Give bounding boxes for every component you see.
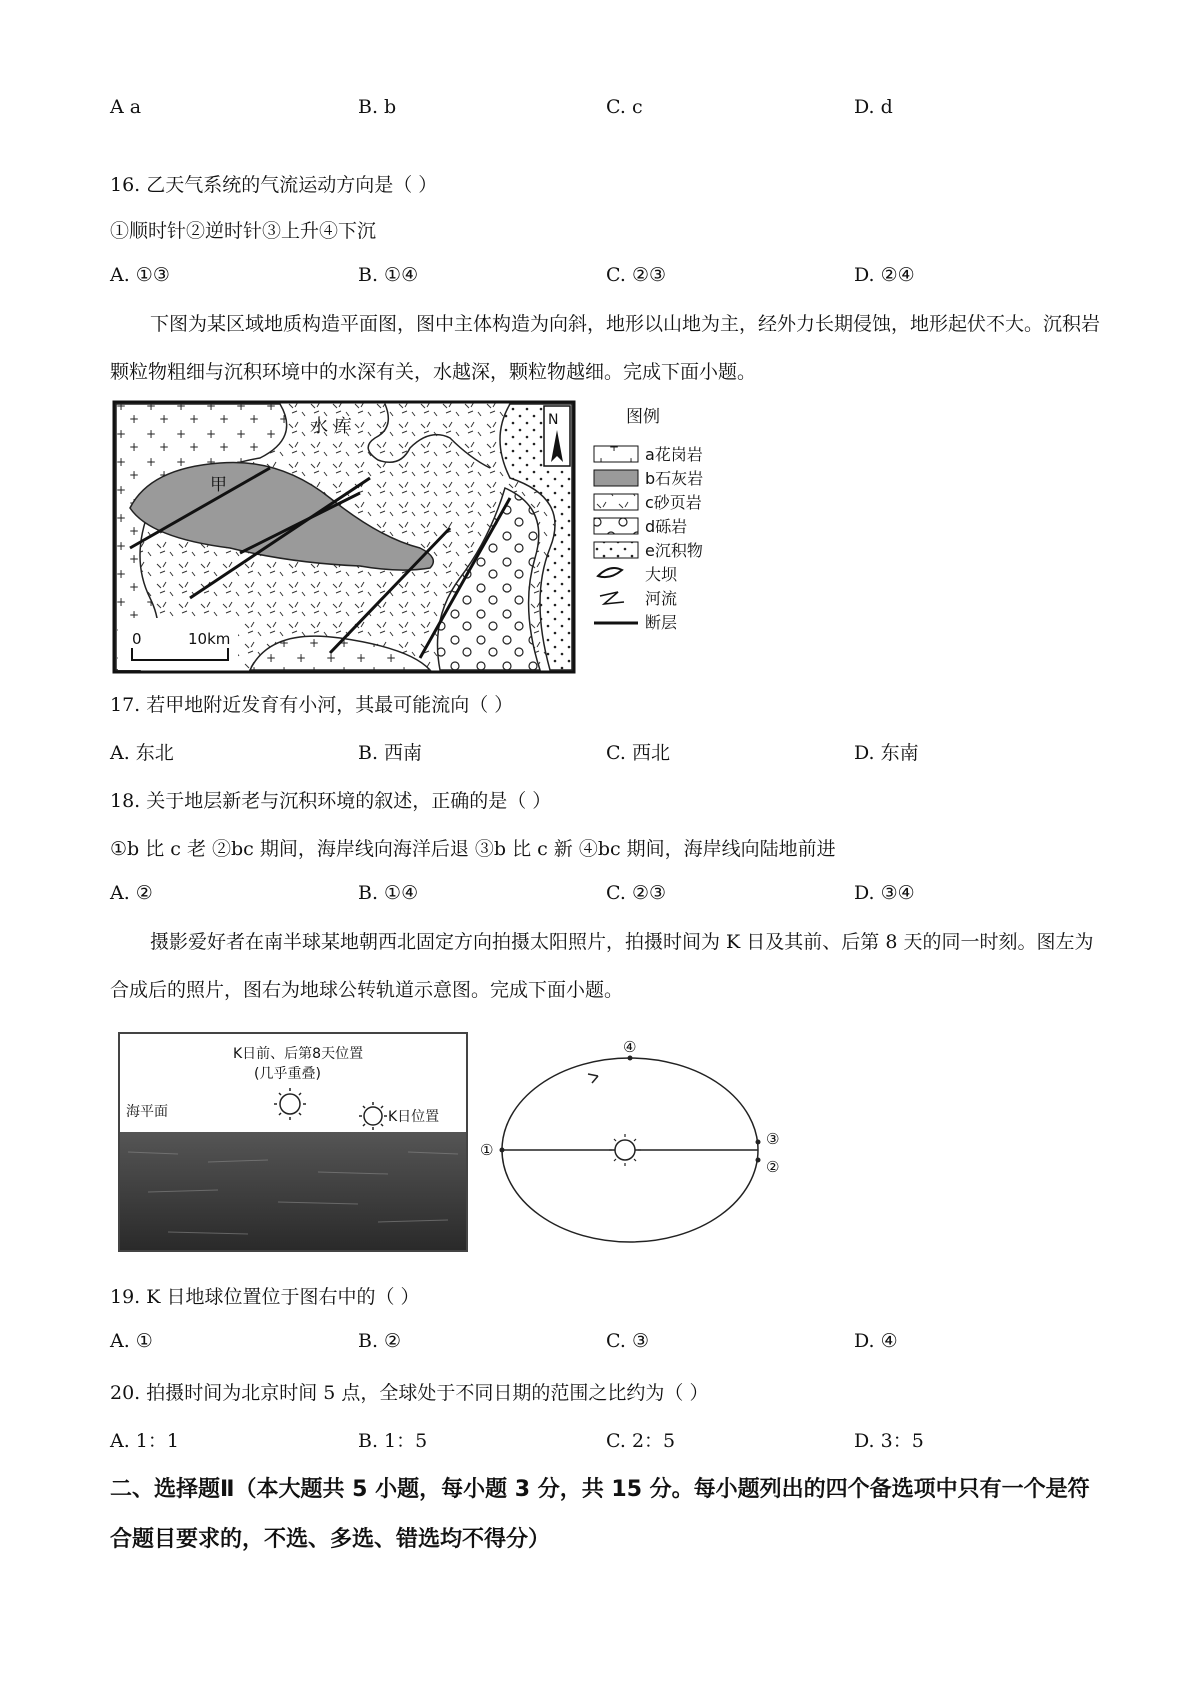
svg-text:河流: 河流	[645, 589, 678, 608]
svg-text:断层: 断层	[645, 613, 678, 632]
q18-option-d: D. ③④	[854, 882, 915, 904]
jia-label: 甲	[210, 475, 227, 495]
svg-text:d砾岩: d砾岩	[645, 517, 688, 536]
q16-stem: 16. 乙天气系统的气流运动方向是（ ）	[110, 174, 438, 196]
orbit-point-3: ③	[766, 1130, 780, 1148]
q19-stem: 19. K 日地球位置位于图右中的（ ）	[110, 1286, 420, 1308]
q15-option-a: A a	[110, 96, 142, 118]
q15-option-d: D. d	[854, 96, 893, 118]
q18-option-b: B. ①④	[358, 882, 419, 904]
svg-text:10km: 10km	[188, 630, 231, 648]
svg-text:N: N	[548, 412, 559, 428]
orbit-direction-arrow-icon	[588, 1074, 598, 1083]
sea-level-label: 海平面	[126, 1104, 168, 1120]
orbit-point-2: ②	[766, 1158, 780, 1176]
q17-option-a: A. 东北	[110, 742, 174, 764]
q18-option-a: A. ②	[110, 882, 153, 904]
q17-option-c: C. 西北	[606, 742, 670, 764]
k-day-label: K日位置	[388, 1109, 440, 1125]
q18-stem: 18. 关于地层新老与沉积环境的叙述，正确的是（ ）	[110, 790, 552, 812]
dam-icon	[598, 568, 622, 577]
q20-stem: 20. 拍摄时间为北京时间 5 点，全球处于不同日期的范围之比约为（ ）	[110, 1382, 709, 1404]
q19-option-d: D. ④	[854, 1330, 898, 1352]
q18-option-c: C. ②③	[606, 882, 667, 904]
svg-text:c砂页岩: c砂页岩	[645, 493, 702, 512]
map-legend	[594, 407, 703, 632]
orbit-point-4: ④	[623, 1038, 637, 1056]
passage-photo: 摄影爱好者在南半球某地朝西北固定方向拍摄太阳照片，拍摄时间为 K 日及其前、后第 8 天的同一时刻。图左为合成后的照片，图右为地球公转轨道示意图。完成下面小题。	[110, 931, 1094, 1001]
q19-option-b: B. ②	[358, 1330, 402, 1352]
q20-option-b: B. 1：5	[358, 1430, 428, 1452]
q19-option-a: A. ①	[110, 1330, 153, 1352]
scale-bar	[118, 618, 238, 670]
q17-stem: 17. 若甲地附近发育有小河，其最可能流向（ ）	[110, 694, 514, 716]
orbit-point-1: ①	[480, 1141, 494, 1159]
orbit-figure	[480, 1032, 820, 1256]
q20-option-a: A. 1：1	[110, 1430, 179, 1452]
q16-option-c: C. ②③	[606, 264, 667, 286]
q18-items: ①b 比 c 老 ②bc 期间，海岸线向海洋后退 ③b 比 c 新 ④bc 期间，海岸线向陆地前进	[110, 838, 836, 860]
q17-option-d: D. 东南	[854, 742, 919, 764]
q16-option-b: B. ①④	[358, 264, 419, 286]
north-arrow-icon	[544, 406, 570, 466]
svg-text:b石灰岩: b石灰岩	[645, 469, 704, 488]
photo-label-top: K日前、后第8天位置	[233, 1046, 364, 1062]
q15-option-c: C. c	[606, 96, 643, 118]
photo-label-sub: (几乎重叠)	[254, 1066, 321, 1082]
q15-option-b: B. b	[358, 96, 397, 118]
q20-option-d: D. 3：5	[854, 1430, 924, 1452]
passage-geology: 下图为某区域地质构造平面图，图中主体构造为向斜，地形以山地为主，经外力长期侵蚀，地形起伏不大。沉积岩颗粒物粗细与沉积环境中的水深有关，水越深，颗粒物越细。完成下面小题。	[110, 313, 1101, 383]
sun-photo-figure	[118, 1032, 468, 1256]
legend-title: 图例	[626, 407, 660, 427]
q19-option-c: C. ③	[606, 1330, 649, 1352]
svg-text:e沉积物: e沉积物	[645, 541, 703, 560]
section-2-heading: 二、选择题Ⅱ（本大题共 5 小题，每小题 3 分，共 15 分。每小题列出的四个备选项中只有一个是符合题目要求的，不选、多选、错选均不得分）	[110, 1477, 1090, 1552]
q16-option-d: D. ②④	[854, 264, 915, 286]
svg-text:0: 0	[132, 630, 142, 648]
geology-map-figure	[110, 398, 790, 682]
river-icon	[600, 592, 624, 604]
svg-text:大坝: 大坝	[645, 565, 678, 584]
reservoir-label: 水 库	[310, 416, 352, 437]
q20-option-c: C. 2：5	[606, 1430, 676, 1452]
q16-items: ①顺时针②逆时针③上升④下沉	[110, 220, 377, 242]
q16-option-a: A. ①③	[110, 264, 170, 286]
svg-text:a花岗岩: a花岗岩	[645, 445, 703, 464]
q17-option-b: B. 西南	[358, 742, 423, 764]
